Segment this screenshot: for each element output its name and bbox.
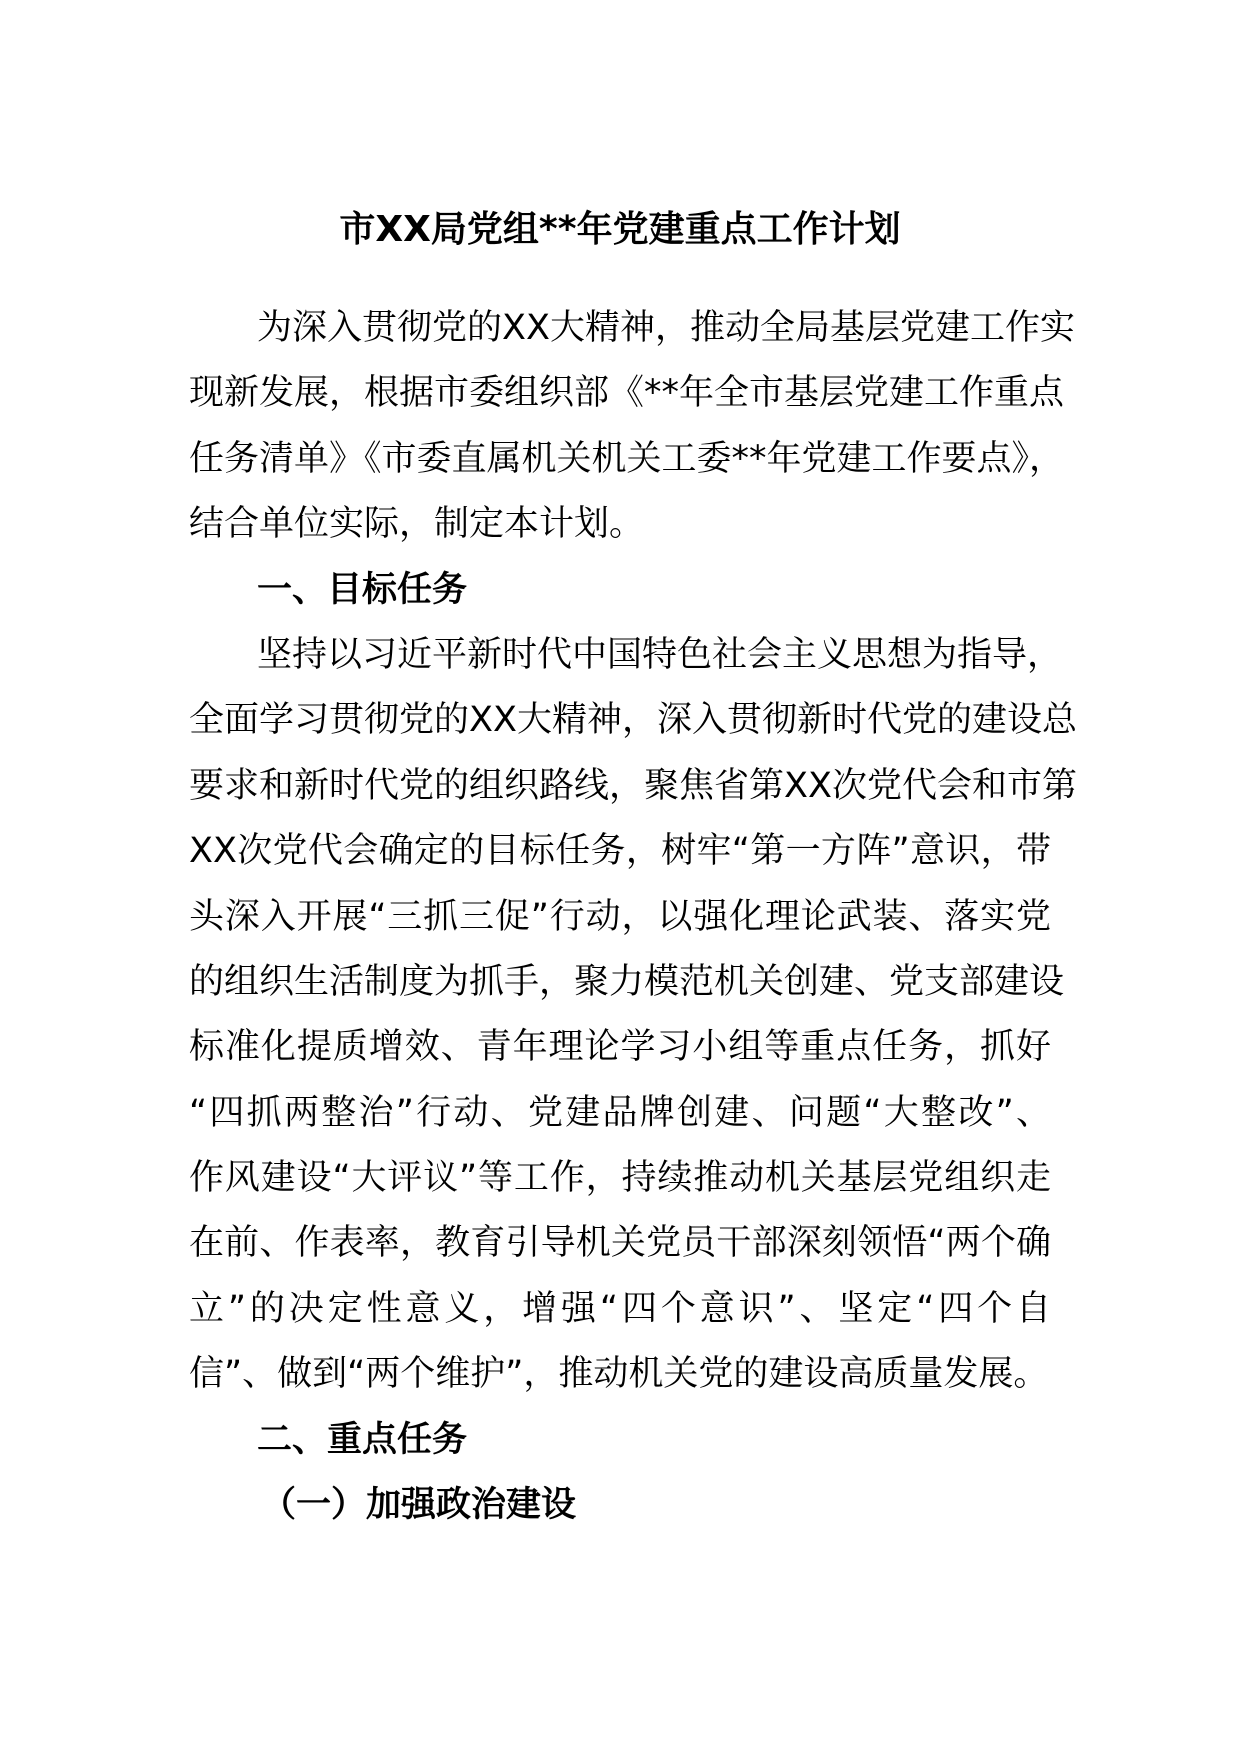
intro-line: 任务清单》《市委直属机关机关工委**年党建工作要点》， xyxy=(189,438,1065,479)
paragraph-line: 在前、作表率，教育引导机关党员干部深刻领悟“两个确 xyxy=(189,1223,1051,1264)
section-heading: 一、目标任务 xyxy=(257,569,468,610)
document-title: 市XX局党组**年党建重点工作计划 xyxy=(339,209,901,250)
subsection-heading: （一）加强政治建设 xyxy=(261,1485,577,1526)
paragraph-line: 坚持以习近平新时代中国特色社会主义思想为指导， xyxy=(257,634,1063,675)
paragraph-line: “四抓两整治”行动、党建品牌创建、问题“大整改”、 xyxy=(189,1092,1051,1133)
intro-line: 现新发展，根据市委组织部《**年全市基层党建工作重点 xyxy=(189,373,1065,414)
paragraph-line: 立”的决定性意义，增强“四个意识”、坚定“四个自 xyxy=(189,1288,1051,1329)
document-body xyxy=(189,296,1077,1538)
paragraph-line: XX次党代会确定的目标任务，树牢“第一方阵”意识，带 xyxy=(189,831,1051,872)
paragraph-line: 全面学习贯彻党的XX大精神，深入贯彻新时代党的建设总 xyxy=(189,700,1077,741)
paragraph-line: 的组织生活制度为抓手，聚力模范机关创建、党支部建设 xyxy=(189,961,1065,1002)
paragraph-line: 头深入开展“三抓三促”行动，以强化理论武装、落实党 xyxy=(189,896,1051,937)
section-heading: 二、重点任务 xyxy=(257,1419,468,1460)
paragraph-line: 作风建设“大评议”等工作，持续推动机关基层党组织走 xyxy=(189,1158,1051,1199)
paragraph-line: 要求和新时代党的组织路线，聚焦省第XX次党代会和市第 xyxy=(189,765,1077,806)
paragraph-line: 信”、做到“两个维护”，推动机关党的建设高质量发展。 xyxy=(189,1354,1049,1395)
intro-line: 结合单位实际，制定本计划。 xyxy=(189,504,645,545)
paragraph-line: 标准化提质增效、青年理论学习小组等重点任务，抓好 xyxy=(189,1027,1051,1068)
intro-line: 为深入贯彻党的XX大精神，推动全局基层党建工作实 xyxy=(257,308,1075,348)
